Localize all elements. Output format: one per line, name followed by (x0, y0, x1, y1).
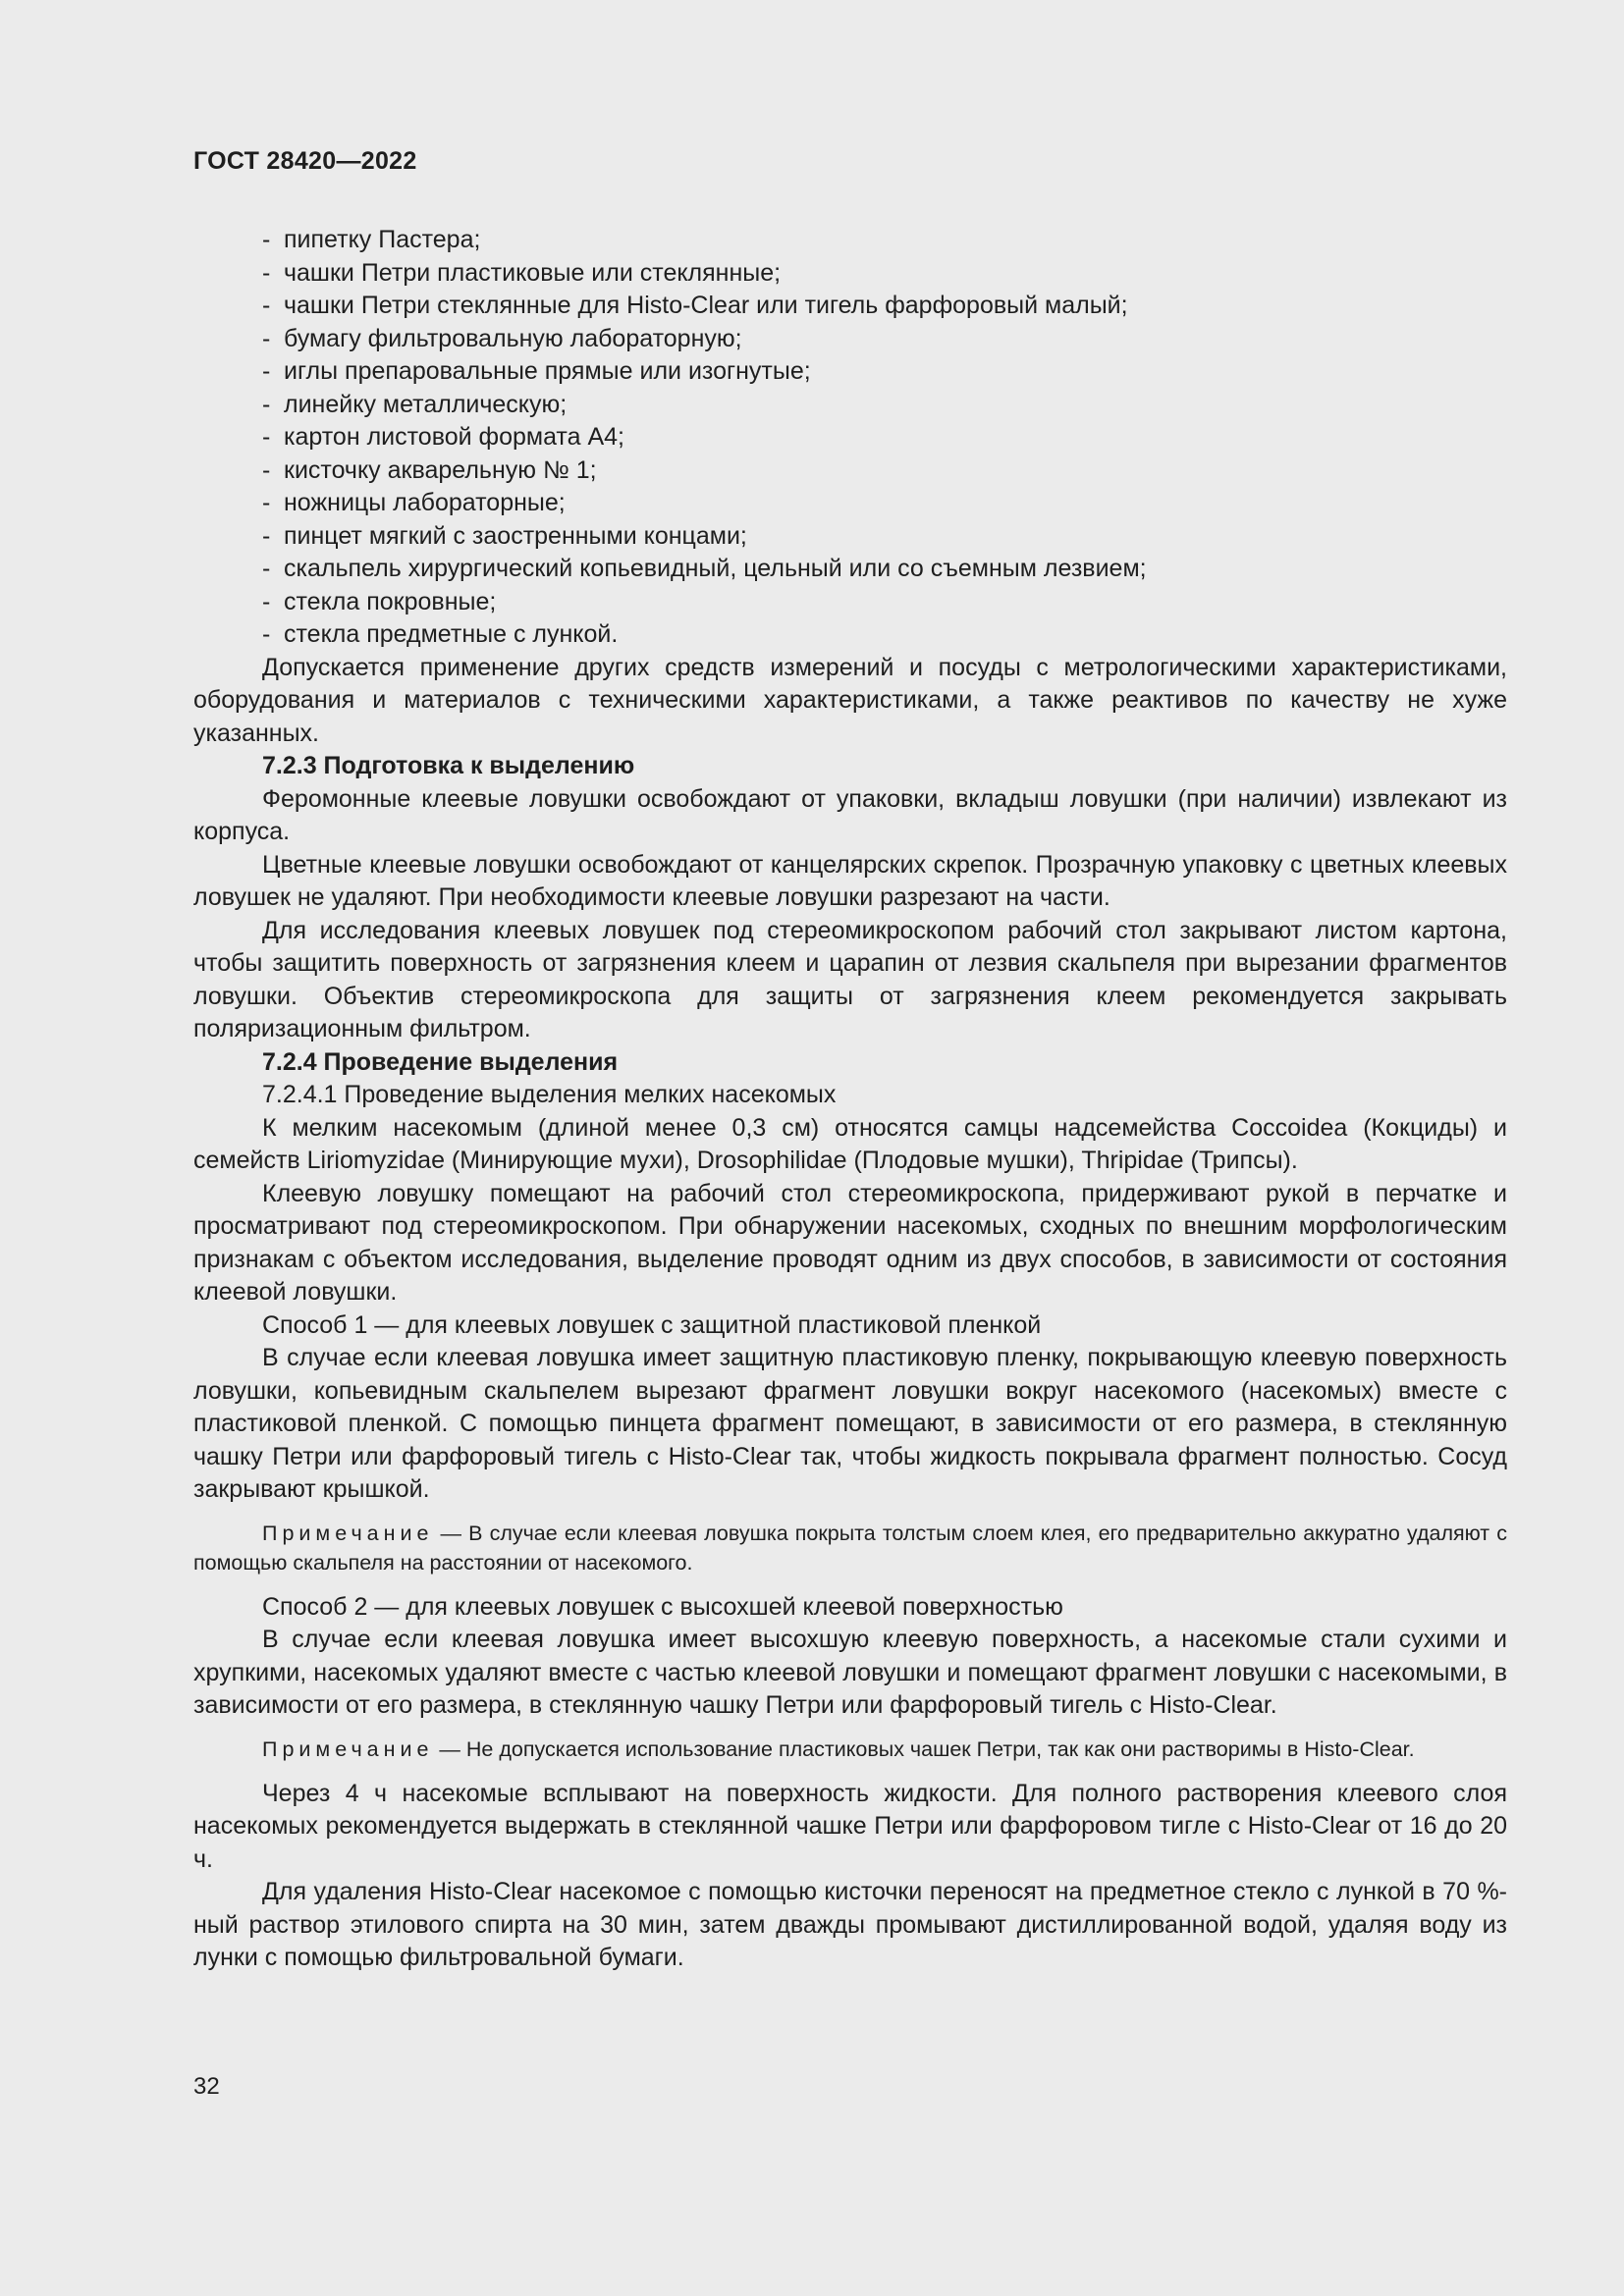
list-item: - ножницы лабораторные; (262, 489, 566, 516)
method-2-title: Способ 2 — для клеевых ловушек с высохшей клеевой поверхностью (262, 1592, 1063, 1621)
document-header: ГОСТ 28420—2022 (193, 147, 417, 175)
list-item: - чашки Петри стеклянные для Histo-Clear или тигель фарфоровый малый; (262, 292, 1128, 319)
subsection-heading-7-2-4-1: 7.2.4.1 Проведение выделения мелких насекомых (262, 1081, 837, 1108)
paragraph: Для исследования клеевых ловушек под стереомикроскопом рабочий стол закрывают листом картона, чтобы защитить поверхность от загрязнения клеем и царапин от лезвия скальпеля при вырезании фрагментов ловушки. Объектив стереомикроскопа для защиты от загрязнения клеем рекомендуется закрывать поляризационным фильтром. (193, 916, 1507, 1042)
list-item: - бумагу фильтровальную лабораторную; (262, 324, 742, 352)
paragraph: Клеевую ловушку помещают на рабочий стол стереомикроскопа, придерживают рукой в перчатке и просматривают под стереомикроскопом. При обнаружении насекомых, сходных по внешним морфологическим признакам с объектом исследования, выделение проводят одним из двух способов, в зависимости от состояния клеевой ловушки. (193, 1179, 1507, 1306)
note-text: — В случае если клеевая ловушка покрыта толстым слоем клея, его предварительно аккуратно удаляют с помощью скальпеля на расстоянии от насекомого. (193, 1521, 1507, 1575)
list-item: - линейку металлическую; (262, 390, 568, 418)
note-1 (193, 1519, 1507, 1577)
page-number: 32 (193, 2073, 220, 2100)
equipment-list (193, 224, 1507, 652)
paragraph: К мелким насекомым (длиной менее 0,3 см) относятся самцы надсемейства Coccoidea (Кокциды) и семейств Liriomyzidae (Минирующие мухи), Drosophilidae (Плодовые мушки), Thripidae (Трипсы). (193, 1113, 1507, 1174)
note-label: Примечание (262, 1521, 434, 1545)
paragraph: В случае если клеевая ловушка имеет высохшую клеевую поверхность, а насекомые стали сухими и хрупкими, насекомых удаляют вместе с частью клеевой ловушки и помещают фрагмент ловушки с насекомыми, в зависимости от его размера, в стеклянную чашку Петри или фарфоровый тигель с Histo-Clear. (193, 1626, 1507, 1719)
document-page (193, 0, 1507, 2296)
list-item: - пипетку Пастера; (262, 226, 481, 253)
paragraph: Феромонные клеевые ловушки освобождают от упаковки, вкладыш ловушки (при наличии) извлекают из корпуса. (193, 784, 1507, 845)
note-text: — Не допускается использование пластиковых чашек Петри, так как они растворимы в Histo-Clear. (433, 1736, 1415, 1761)
list-item: - кисточку акварельную № 1; (262, 455, 597, 484)
list-item: - пинцет мягкий с заостренными концами; (262, 521, 747, 550)
note-label: Примечание (262, 1736, 434, 1761)
section-heading-7-2-3: 7.2.3 Подготовка к выделению (262, 752, 635, 779)
list-item: - скальпель хирургический копьевидный, цельный или со съемным лезвием; (262, 555, 1147, 582)
list-item: - иглы препаровальные прямые или изогнутые; (262, 357, 811, 385)
list-item: - стекла покровные; (262, 587, 497, 615)
paragraph: Для удаления Histo-Clear насекомое с помощью кисточки переносят на предметное стекло с лункой в 70 %-ный раствор этилового спирта на 30 мин, затем дважды промывают дистиллированной водой, удаляя воду из лунки с помощью фильтровальной бумаги. (193, 1878, 1507, 1971)
list-item: - стекла предметные с лункой. (262, 620, 619, 648)
note-2 (193, 1735, 1507, 1764)
paragraph: Через 4 ч насекомые всплывают на поверхность жидкости. Для полного растворения клеевого слоя насекомых рекомендуется выдержать в стеклянной чашке Петри или фарфоровом тигле с Histo-Clear от 16 до 20 ч. (193, 1779, 1507, 1873)
paragraph: В случае если клеевая ловушка имеет защитную пластиковую пленку, покрывающую клеевую поверхность ловушки, копьевидным скальпелем вырезают фрагмент ловушки вокруг насекомого (насекомых) вместе с пластиковой пленкой. С помощью пинцета фрагмент помещают, в зависимости от его размера, в стеклянную чашку Петри или фарфоровый тигель с Histo-Clear так, чтобы жидкость покрывала фрагмент полностью. Сосуд закрывают крышкой. (193, 1344, 1507, 1503)
document-body (193, 224, 1507, 1975)
paragraph: Цветные клеевые ловушки освобождают от канцелярских скрепок. Прозрачную упаковку с цветных клеевых ловушек не удаляют. При необходимости клеевые ловушки разрезают на части. (193, 850, 1507, 911)
section-heading-7-2-4: 7.2.4 Проведение выделения (262, 1047, 619, 1076)
list-item: - чашки Петри пластиковые или стеклянные; (262, 258, 782, 287)
method-1-title: Способ 1 — для клеевых ловушек с защитной пластиковой пленкой (262, 1310, 1042, 1339)
paragraph-allowed: Допускается применение других средств измерений и посуды с метрологическими характеристиками, оборудования и материалов с техническими характеристиками, а также реактивов по качеству не хуже указанных. (193, 653, 1507, 747)
list-item: - картон листовой формата А4; (262, 423, 624, 451)
